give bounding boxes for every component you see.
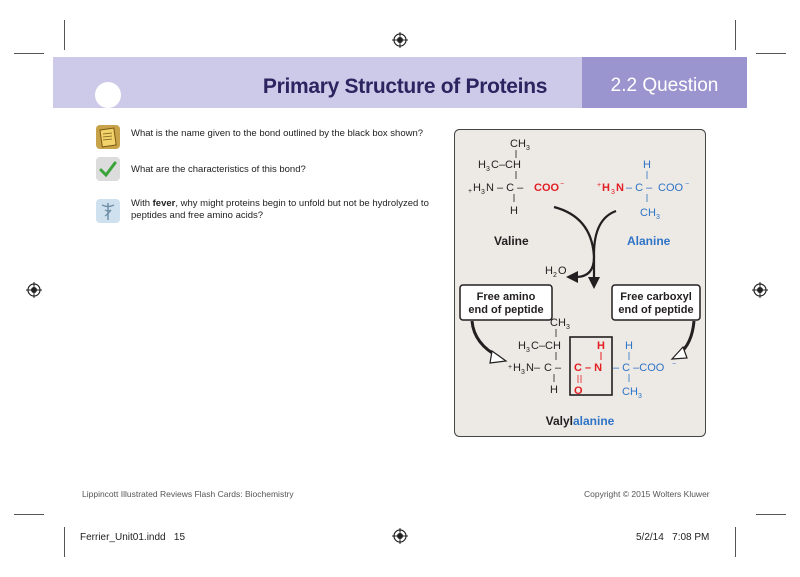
svg-text:N–: N– (526, 362, 541, 374)
svg-text:3: 3 (638, 393, 642, 400)
svg-text:2: 2 (553, 272, 557, 279)
svg-text:N: N (616, 182, 624, 194)
svg-text:– C –: – C – (626, 182, 653, 194)
svg-text:C – N: C – N (574, 362, 603, 374)
svg-text:O: O (574, 385, 583, 397)
svg-text:H: H (518, 340, 526, 352)
question-3-text-start: With (131, 198, 153, 209)
question-3-text-end: , why might proteins begin to unfold but not be hydrolyzed to peptides and free amino acids? (131, 198, 429, 221)
registration-mark-icon (752, 282, 768, 298)
free-amino-label-1: Free amino (476, 291, 536, 303)
caduceus-icon (96, 199, 120, 223)
svg-text:H: H (643, 159, 651, 171)
crop-mark (735, 527, 736, 557)
registration-mark-icon (392, 32, 408, 48)
svg-text:3: 3 (611, 189, 615, 196)
question-1-text: What is the name given to the bond outlined by the black box shown? (131, 128, 424, 139)
page-title: Primary Structure of Proteins (262, 75, 548, 98)
svg-text:COO: COO (534, 182, 560, 194)
svg-text:3: 3 (566, 324, 570, 331)
registration-mark-icon (26, 282, 42, 298)
svg-text:C–CH: C–CH (491, 159, 521, 171)
crop-mark (756, 514, 786, 515)
svg-text:H: H (510, 205, 518, 217)
svg-text:3: 3 (481, 189, 485, 196)
product-label: Valylalanine (545, 414, 615, 428)
svg-text:H: H (545, 265, 553, 277)
question-2-text: What are the characteristics of this bond? (131, 164, 306, 175)
crop-mark (756, 53, 786, 54)
svg-text:H: H (513, 362, 521, 374)
crop-mark (64, 20, 65, 50)
crop-mark (14, 514, 44, 515)
svg-text:COO: COO (658, 182, 684, 194)
question-1 (131, 128, 431, 140)
svg-text:3: 3 (526, 145, 530, 152)
svg-text:O: O (558, 265, 567, 277)
card-hole (95, 82, 121, 108)
svg-text:C –: C – (544, 362, 562, 374)
notepad-icon (96, 125, 120, 149)
svg-text:H: H (550, 384, 558, 396)
footer-source: Lippincott Illustrated Reviews Flash Cards: Biochemistry (82, 489, 294, 499)
question-3 (131, 198, 431, 222)
svg-text:+: + (468, 188, 473, 195)
svg-text:3: 3 (486, 166, 490, 173)
question-3-emphasis: fever (152, 198, 176, 209)
svg-text:3: 3 (656, 214, 660, 221)
question-2 (131, 164, 431, 176)
svg-text:−: − (560, 181, 565, 188)
crop-mark (64, 527, 65, 557)
slug-date: 5/2/14 7:08 PM (636, 532, 710, 543)
svg-text:CH: CH (510, 138, 526, 150)
svg-text:H: H (625, 340, 633, 352)
crop-mark (14, 53, 44, 54)
svg-text:H: H (602, 182, 610, 194)
svg-text:−: − (672, 361, 677, 368)
checkmark-icon (96, 157, 120, 181)
svg-text:−: − (685, 181, 690, 188)
free-amino-label-2: end of peptide (468, 304, 544, 316)
svg-text:H: H (473, 182, 481, 194)
svg-text:– C –COO: – C –COO (613, 362, 665, 374)
crop-mark (735, 20, 736, 50)
slug-file: Ferrier_Unit01.indd 15 (80, 532, 186, 543)
free-carboxyl-label-2: end of peptide (618, 304, 694, 316)
peptide-bond-figure (454, 129, 706, 437)
footer-copyright: Copyright © 2015 Wolters Kluwer (584, 489, 710, 499)
registration-mark-icon (392, 528, 408, 544)
question-number: 2.2 Question (610, 75, 719, 96)
svg-text:3: 3 (526, 347, 530, 354)
svg-text:CH: CH (622, 386, 638, 398)
svg-text:+: + (597, 182, 602, 189)
svg-text:H: H (478, 159, 486, 171)
valine-label: Valine (494, 234, 529, 248)
svg-text:N – C –: N – C – (486, 182, 524, 194)
svg-text:3: 3 (521, 369, 525, 376)
svg-text:+: + (508, 364, 513, 371)
free-carboxyl-label-1: Free carboxyl (620, 291, 692, 303)
alanine-label: Alanine (627, 234, 671, 248)
svg-text:CH: CH (640, 207, 656, 219)
svg-text:C–CH: C–CH (531, 340, 561, 352)
svg-text:CH: CH (550, 317, 566, 329)
svg-text:H: H (597, 340, 605, 352)
